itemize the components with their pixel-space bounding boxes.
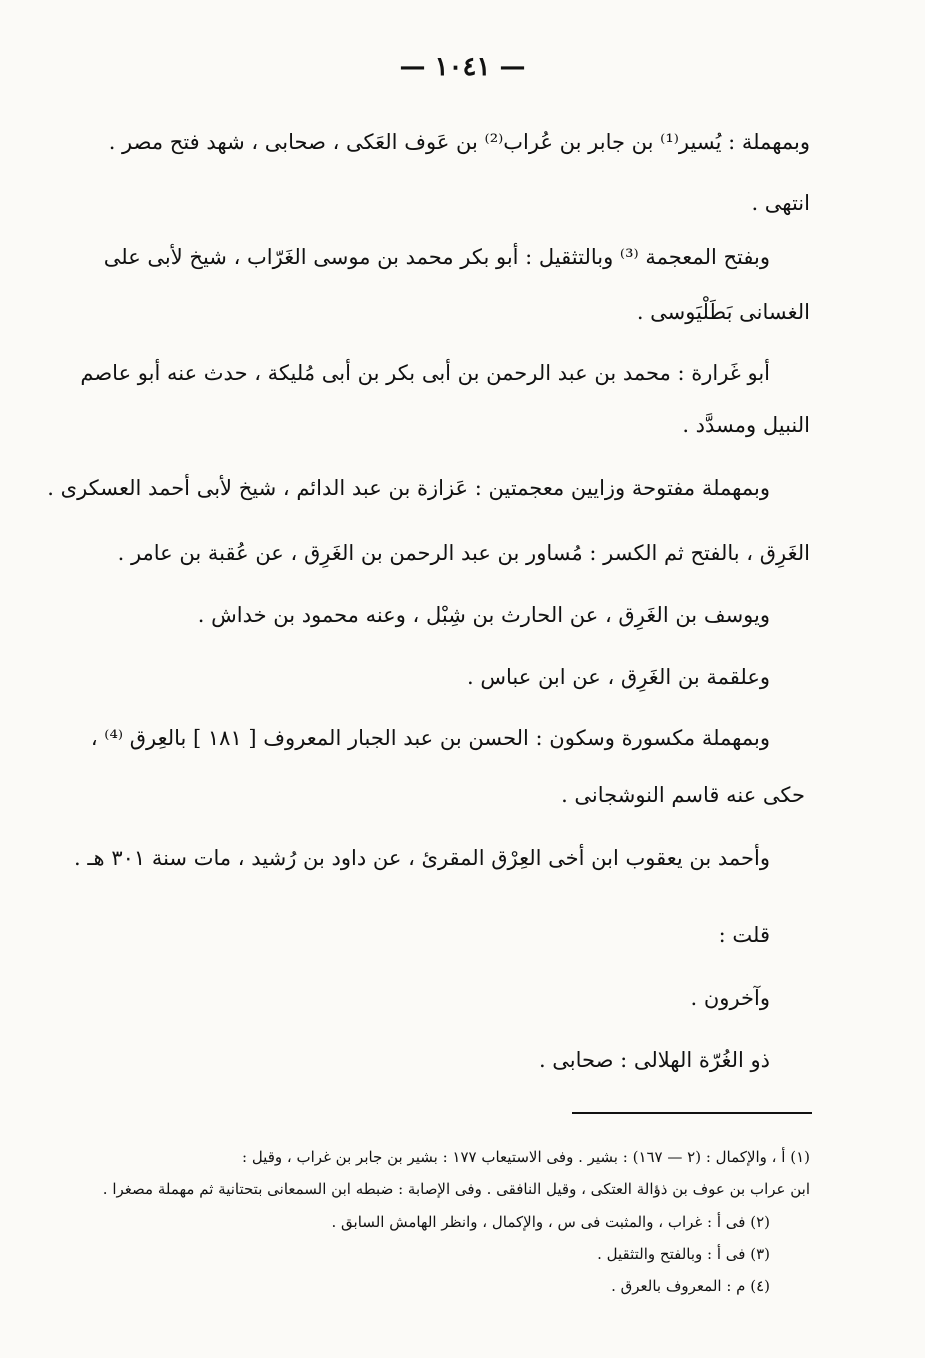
text-line: وآخرون . — [690, 986, 770, 1010]
page-number: — ١٠٤١ — — [399, 52, 526, 82]
text-line: وعلقمة بن الغَرِق ، عن ابن عباس . — [467, 665, 770, 689]
text-line: انتهى . — [751, 191, 810, 215]
footnote-line: (٤) م : المعروف بالعرق . — [611, 1277, 770, 1295]
text-line: حكى عنه قاسم النوشجانى . — [561, 783, 805, 807]
text-line: وبمهملة مكسورة وسكون : الحسن بن عبد الجبار المعروف [ ١٨١ ] بالعِرق ⁽⁴⁾ ، — [90, 726, 770, 750]
text-line: أبو غَرارة : محمد بن عبد الرحمن بن أبى بكر بن أبى مُليكة ، حدث عنه أبو عاصم — [80, 361, 770, 385]
text-line: ذو الغُرّة الهلالى : صحابى . — [538, 1048, 770, 1072]
footnote-line: (١) أ ، والإكمال : (٢ — ١٦٧) : بشير . وفى الاستيعاب ١٧٧ : بشير بن جابر بن غراب ، وقيل : — [242, 1148, 810, 1166]
text-line: ويوسف بن الغَرِق ، عن الحارث بن شِبْل ، وعنه محمود بن خداش . — [197, 603, 770, 627]
text-line: النبيل ومسدَّد . — [682, 413, 810, 437]
text-line: الغَرِق ، بالفتح ثم الكسر : مُساور بن عبد الرحمن بن الغَرِق ، عن عُقبة بن عامر . — [117, 541, 810, 565]
footnote-separator — [572, 1112, 812, 1114]
footnote-line: (٢) فى أ : غراب ، والمثبت فى س ، والإكمال ، وانظر الهامش السابق . — [331, 1213, 770, 1231]
text-line: وبمهملة مفتوحة وزايين معجمتين : عَزازة بن عبد الدائم ، شيخ لأبى أحمد العسكرى . — [47, 476, 770, 500]
footnote-line: (٣) فى أ : وبالفتح والتثقيل . — [597, 1245, 770, 1263]
text-line: وبمهملة : يُسير⁽¹⁾ بن جابر بن عُراب⁽²⁾ بن عَوف العَكى ، صحابى ، شهد فتح مصر . — [108, 130, 810, 154]
text-line: وأحمد بن يعقوب ابن أخى العِرْق المقرئ ، عن داود بن رُشيد ، مات سنة ٣٠١ هـ . — [74, 846, 770, 870]
text-line: وبفتح المعجمة ⁽³⁾ وبالتثقيل : أبو بكر محمد بن موسى الغَرّاب ، شيخ لأبى على — [103, 245, 770, 269]
text-line: الغسانى بَطَلْيَوسى . — [636, 300, 810, 324]
text-line: قلت : — [718, 923, 770, 947]
footnote-line: ابن عراب بن عوف بن ذؤالة العتكى ، وقيل النافقى . وفى الإصابة : ضبطه ابن السمعانى بتحتانية ثم مهملة مصغرا . — [102, 1180, 810, 1198]
